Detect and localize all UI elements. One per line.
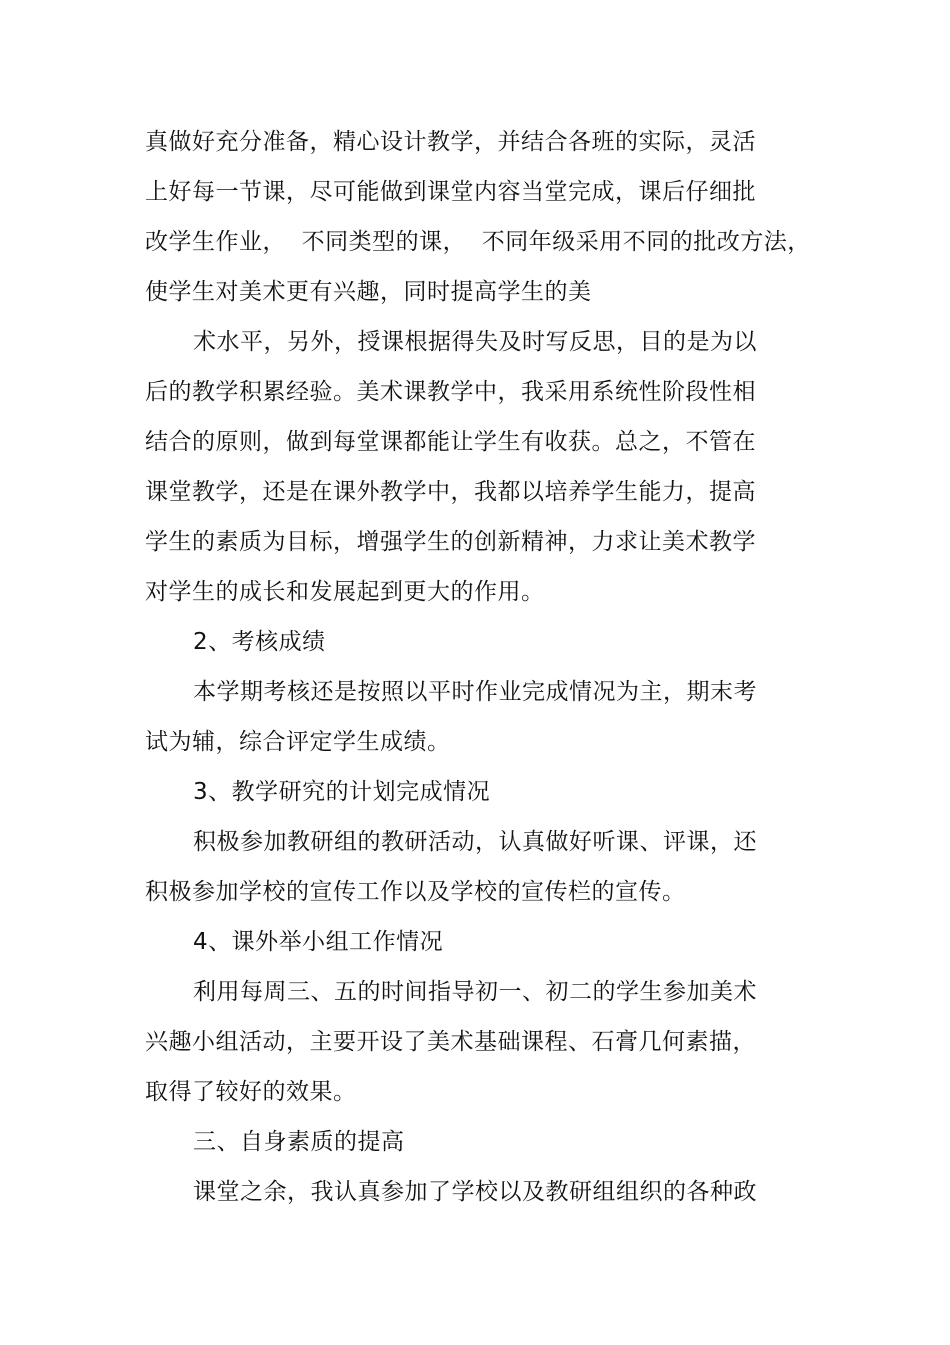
text-line: 对学生的成长和发展起到更大的作用。 <box>145 579 545 605</box>
text-line: 取得了较好的效果。 <box>145 1079 357 1105</box>
text-line: 改学生作业， 不同类型的课， 不同年级采用不同的批改方法， <box>145 229 811 255</box>
text-line: 真做好充分准备，精心设计教学，并结合各班的实际，灵活 <box>145 129 756 155</box>
section-heading: 4、课外举小组工作情况 <box>193 929 444 955</box>
text-line: 后的教学积累经验。美术课教学中，我采用系统性阶段性相 <box>145 379 756 405</box>
text-line: 积极参加学校的宣传工作以及学校的宣传栏的宣传。 <box>145 879 686 905</box>
text-line: 课堂教学，还是在课外教学中，我都以培养学生能力，提高 <box>145 479 756 505</box>
text-line: 本学期考核还是按照以平时作业完成情况为主，期末考 <box>193 679 757 705</box>
text-line: 积极参加教研组的教研活动，认真做好听课、评课，还 <box>193 829 757 855</box>
text-line: 兴趣小组活动，主要开设了美术基础课程、石膏几何素描， <box>145 1029 756 1055</box>
text-line: 上好每一节课，尽可能做到课堂内容当堂完成，课后仔细批 <box>145 179 756 205</box>
text-line: 课堂之余，我认真参加了学校以及教研组组织的各种政 <box>193 1179 757 1205</box>
text-line: 术水平，另外，授课根据得失及时写反思，目的是为以 <box>193 329 757 355</box>
section-heading: 2、考核成绩 <box>193 629 326 655</box>
text-line: 利用每周三、五的时间指导初一、初二的学生参加美术 <box>193 979 757 1005</box>
text-line: 使学生对美术更有兴趣，同时提高学生的美 <box>145 279 592 305</box>
text-line: 结合的原则，做到每堂课都能让学生有收获。总之，不管在 <box>145 429 756 455</box>
section-heading: 三、自身素质的提高 <box>193 1129 405 1155</box>
text-line: 试为辅，综合评定学生成绩。 <box>145 729 451 755</box>
section-heading: 3、教学研究的计划完成情况 <box>193 779 491 805</box>
text-line: 学生的素质为目标，增强学生的创新精神，力求让美术教学 <box>145 529 756 555</box>
